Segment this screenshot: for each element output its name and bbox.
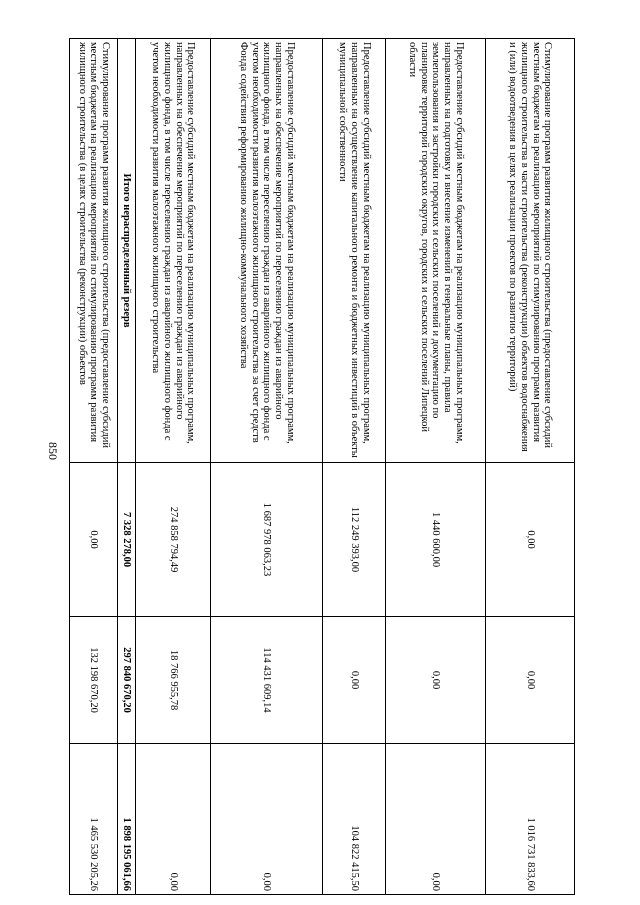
table-row (70, 39, 118, 895)
total-value-1: 7 328 278,00 (118, 463, 136, 617)
table-container (70, 38, 575, 894)
row-value-1: 274 858 794,49 (136, 463, 211, 617)
row-value-3: 0,00 (211, 744, 323, 895)
row-value-1: 0,00 (70, 463, 118, 617)
row-value-2: 0,00 (486, 617, 575, 744)
row-value-3: 104 822 415,50 (323, 744, 386, 895)
table-row (323, 39, 386, 895)
total-row (118, 39, 136, 895)
row-value-3: 1 016 731 833,60 (486, 744, 575, 895)
row-value-2: 0,00 (323, 617, 386, 744)
budget-table (69, 38, 575, 895)
row-value-1: 1 687 978 063,23 (211, 463, 323, 617)
row-value-2: 132 198 670,20 (70, 617, 118, 744)
row-value-3: 0,00 (136, 744, 211, 895)
total-value-3: 1 898 195 061,66 (118, 744, 136, 895)
row-description: Предоставление субсидий местным бюджетам на реализацию муниципальных программ, направленных на обеспечение мероприятий по переселению граждан из аварийного жилищного фонда, в том числе переселению граждан из аварийного жилищного фонда с учетом необходимости развития малоэтажного жилищного строительства за счет средств Фонда содействия реформированию жилищно-коммунального хозяйства (211, 39, 323, 463)
row-value-1: 0,00 (486, 463, 575, 617)
row-value-2: 0,00 (386, 617, 486, 744)
table-row (486, 39, 575, 895)
row-description: Стимулирование программ развития жилищного строительства (предоставление субсидий местным бюджетам на реализацию мероприятий по стимулированию программ развития жилищного строительства в части строительства (реконструкции) объектов водоснабжения и (или) водоотведения в целях реализации проектов по развитию территорий) (486, 39, 575, 463)
row-value-2: 18 766 955,78 (136, 617, 211, 744)
row-value-3: 0,00 (386, 744, 486, 895)
row-value-2: 114 431 609,14 (211, 617, 323, 744)
row-value-3: 1 465 530 205,26 (70, 744, 118, 895)
row-description: Предоставление субсидий местным бюджетам на реализацию муниципальных программ, направленных на осуществление капитального ремонта и бюджетных инвестиций в объекты муниципальной собственности (323, 39, 386, 463)
row-description: Предоставление субсидий местным бюджетам на реализацию муниципальных программ, направленных на подготовку и внесение изменений в генеральные планы, правила землепользования и застройки городских и сельских поселений и документацию по планировке территорий городских округов, городских и сельских поселений Липецкой области (386, 39, 486, 463)
row-value-1: 112 249 393,00 (323, 463, 386, 617)
page-number: 850 (46, 442, 60, 460)
row-value-1: 1 440 600,00 (386, 463, 486, 617)
total-label: Итого нераспределенный резерв (118, 39, 136, 463)
row-description: Предоставление субсидий местным бюджетам на реализацию муниципальных программ, направленных на обеспечение мероприятий по переселению граждан из аварийного жилищного фонда, в том числе переселению граждан из аварийного жилищного фонда с учетом необходимости развития малоэтажного жилищного строительства (136, 39, 211, 463)
table-row (136, 39, 211, 895)
row-description: Стимулирование программ развития жилищного строительства (предоставление субсидий местным бюджетам на реализацию мероприятий по стимулированию программ развития жилищного строительства (в целях строительства (реконструкции) объектов (70, 39, 118, 463)
table-row (211, 39, 323, 895)
total-value-2: 297 840 670,20 (118, 617, 136, 744)
table-row (386, 39, 486, 895)
